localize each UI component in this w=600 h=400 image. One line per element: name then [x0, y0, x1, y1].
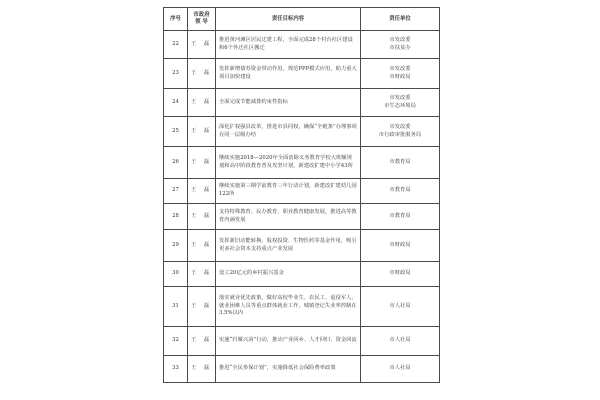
row-leader: 王 磊	[188, 204, 216, 230]
row-target: 发挥新旧动能转换、股权投资、生物医药等基金作用，吸引更多社会资本支持重点产业发展	[216, 230, 361, 262]
row-leader: 王 磊	[188, 327, 216, 356]
row-number: 32	[164, 327, 188, 356]
row-units	[361, 117, 440, 147]
table-row	[164, 287, 440, 327]
row-leader: 王 磊	[188, 230, 216, 262]
table-row	[164, 327, 440, 356]
table-row	[164, 356, 440, 383]
table-row	[164, 230, 440, 262]
row-number: 22	[164, 31, 188, 59]
row-leader: 王 磊	[188, 262, 216, 287]
row-leader: 王 磊	[188, 356, 216, 383]
header-unit: 责任单位	[361, 8, 440, 31]
row-target: 继续实施第三期学前教育三年行动计划，新建改扩建幼儿园122所	[216, 179, 361, 204]
row-unit: 市教育局	[389, 158, 411, 165]
row-units	[361, 356, 440, 383]
row-unit: 市财政局	[389, 241, 411, 248]
row-target: 设立20亿元的乡村振兴基金	[216, 262, 361, 287]
row-unit: 市人社局	[389, 365, 411, 372]
row-leader: 王 磊	[188, 117, 216, 147]
header-no: 序号	[164, 8, 188, 31]
table-row	[164, 204, 440, 230]
table-row	[164, 31, 440, 59]
row-leader: 王 磊	[188, 89, 216, 117]
row-leader: 王 磊	[188, 287, 216, 327]
row-units	[361, 179, 440, 204]
row-units	[361, 147, 440, 179]
row-leader: 王 磊	[188, 59, 216, 89]
row-number: 33	[164, 356, 188, 383]
row-target: 继续实施2018—2020年全面消除义务教育学校大班额规划和高中阶段教育普及攻坚计划，新建改扩建中小学43所	[216, 147, 361, 179]
row-unit: 市发改委	[389, 123, 411, 130]
responsibility-table	[163, 7, 440, 383]
table-body	[164, 31, 440, 383]
table-row	[164, 59, 440, 89]
row-number: 30	[164, 262, 188, 287]
row-number: 23	[164, 59, 188, 89]
row-unit: 市扶贫办	[389, 44, 411, 51]
row-target: 全面完成节能减排约束性指标	[216, 89, 361, 117]
row-units	[361, 262, 440, 287]
row-target: 落实就业优先政策，做好高校毕业生、农民工、退役军人、就业困难人员等重点群体就业工作，城镇登记失业率控制在3.5%以内	[216, 287, 361, 327]
row-number: 26	[164, 147, 188, 179]
row-units	[361, 89, 440, 117]
row-leader: 王 磊	[188, 31, 216, 59]
header-leader-line2: 领 导	[195, 19, 208, 25]
row-unit: 市教育局	[389, 187, 411, 194]
row-units	[361, 59, 440, 89]
row-target: 推进黄河滩区居民迁建工程，全面完成28个村台社区建设和6个外迁社区搬迁	[216, 31, 361, 59]
row-number: 29	[164, 230, 188, 262]
table-row	[164, 262, 440, 287]
row-unit: 市发改委	[389, 65, 411, 72]
row-unit: 市生态环境局	[384, 102, 416, 109]
table-row	[164, 147, 440, 179]
row-number: 28	[164, 204, 188, 230]
row-leader: 王 磊	[188, 147, 216, 179]
row-unit: 市人社局	[389, 302, 411, 309]
row-leader: 王 磊	[188, 179, 216, 204]
row-unit: 市发改委	[389, 36, 411, 43]
row-unit: 市行政审批服务局	[378, 131, 422, 138]
row-unit: 市发改委	[389, 94, 411, 101]
header-leader	[188, 8, 216, 31]
row-target: 发挥新增债券资金带动作用，规范PPP模式应用，助力重大项目加快建设	[216, 59, 361, 89]
table-row	[164, 89, 440, 117]
row-unit: 市财政局	[389, 73, 411, 80]
row-target: 支持特殊教育、民办教育、职业教育健康发展，推进高等教育内涵发展	[216, 204, 361, 230]
row-unit: 市人社局	[389, 337, 411, 344]
header-target: 责任目标内容	[216, 8, 361, 31]
header-leader-line1: 市政府	[193, 12, 210, 18]
row-target: 实施“归雁兴菏”行动，推动产业回乡、人才回归、资金回流	[216, 327, 361, 356]
table-row	[164, 117, 440, 147]
table-header	[164, 8, 440, 31]
row-units	[361, 287, 440, 327]
row-number: 24	[164, 89, 188, 117]
row-unit: 市教育局	[389, 212, 411, 219]
table-row	[164, 179, 440, 204]
row-units	[361, 204, 440, 230]
row-number: 31	[164, 287, 188, 327]
header-row	[164, 8, 440, 31]
row-target: 推进“全民参保计划”，实施降低社会保险费率政策	[216, 356, 361, 383]
row-number: 27	[164, 179, 188, 204]
row-units	[361, 327, 440, 356]
row-unit: 市财政局	[389, 270, 411, 277]
row-units	[361, 31, 440, 59]
row-target: 深化扩权强县改革，推进市县同权，确保“全链条”办理事项在同一层级办结	[216, 117, 361, 147]
row-units	[361, 230, 440, 262]
row-number: 25	[164, 117, 188, 147]
